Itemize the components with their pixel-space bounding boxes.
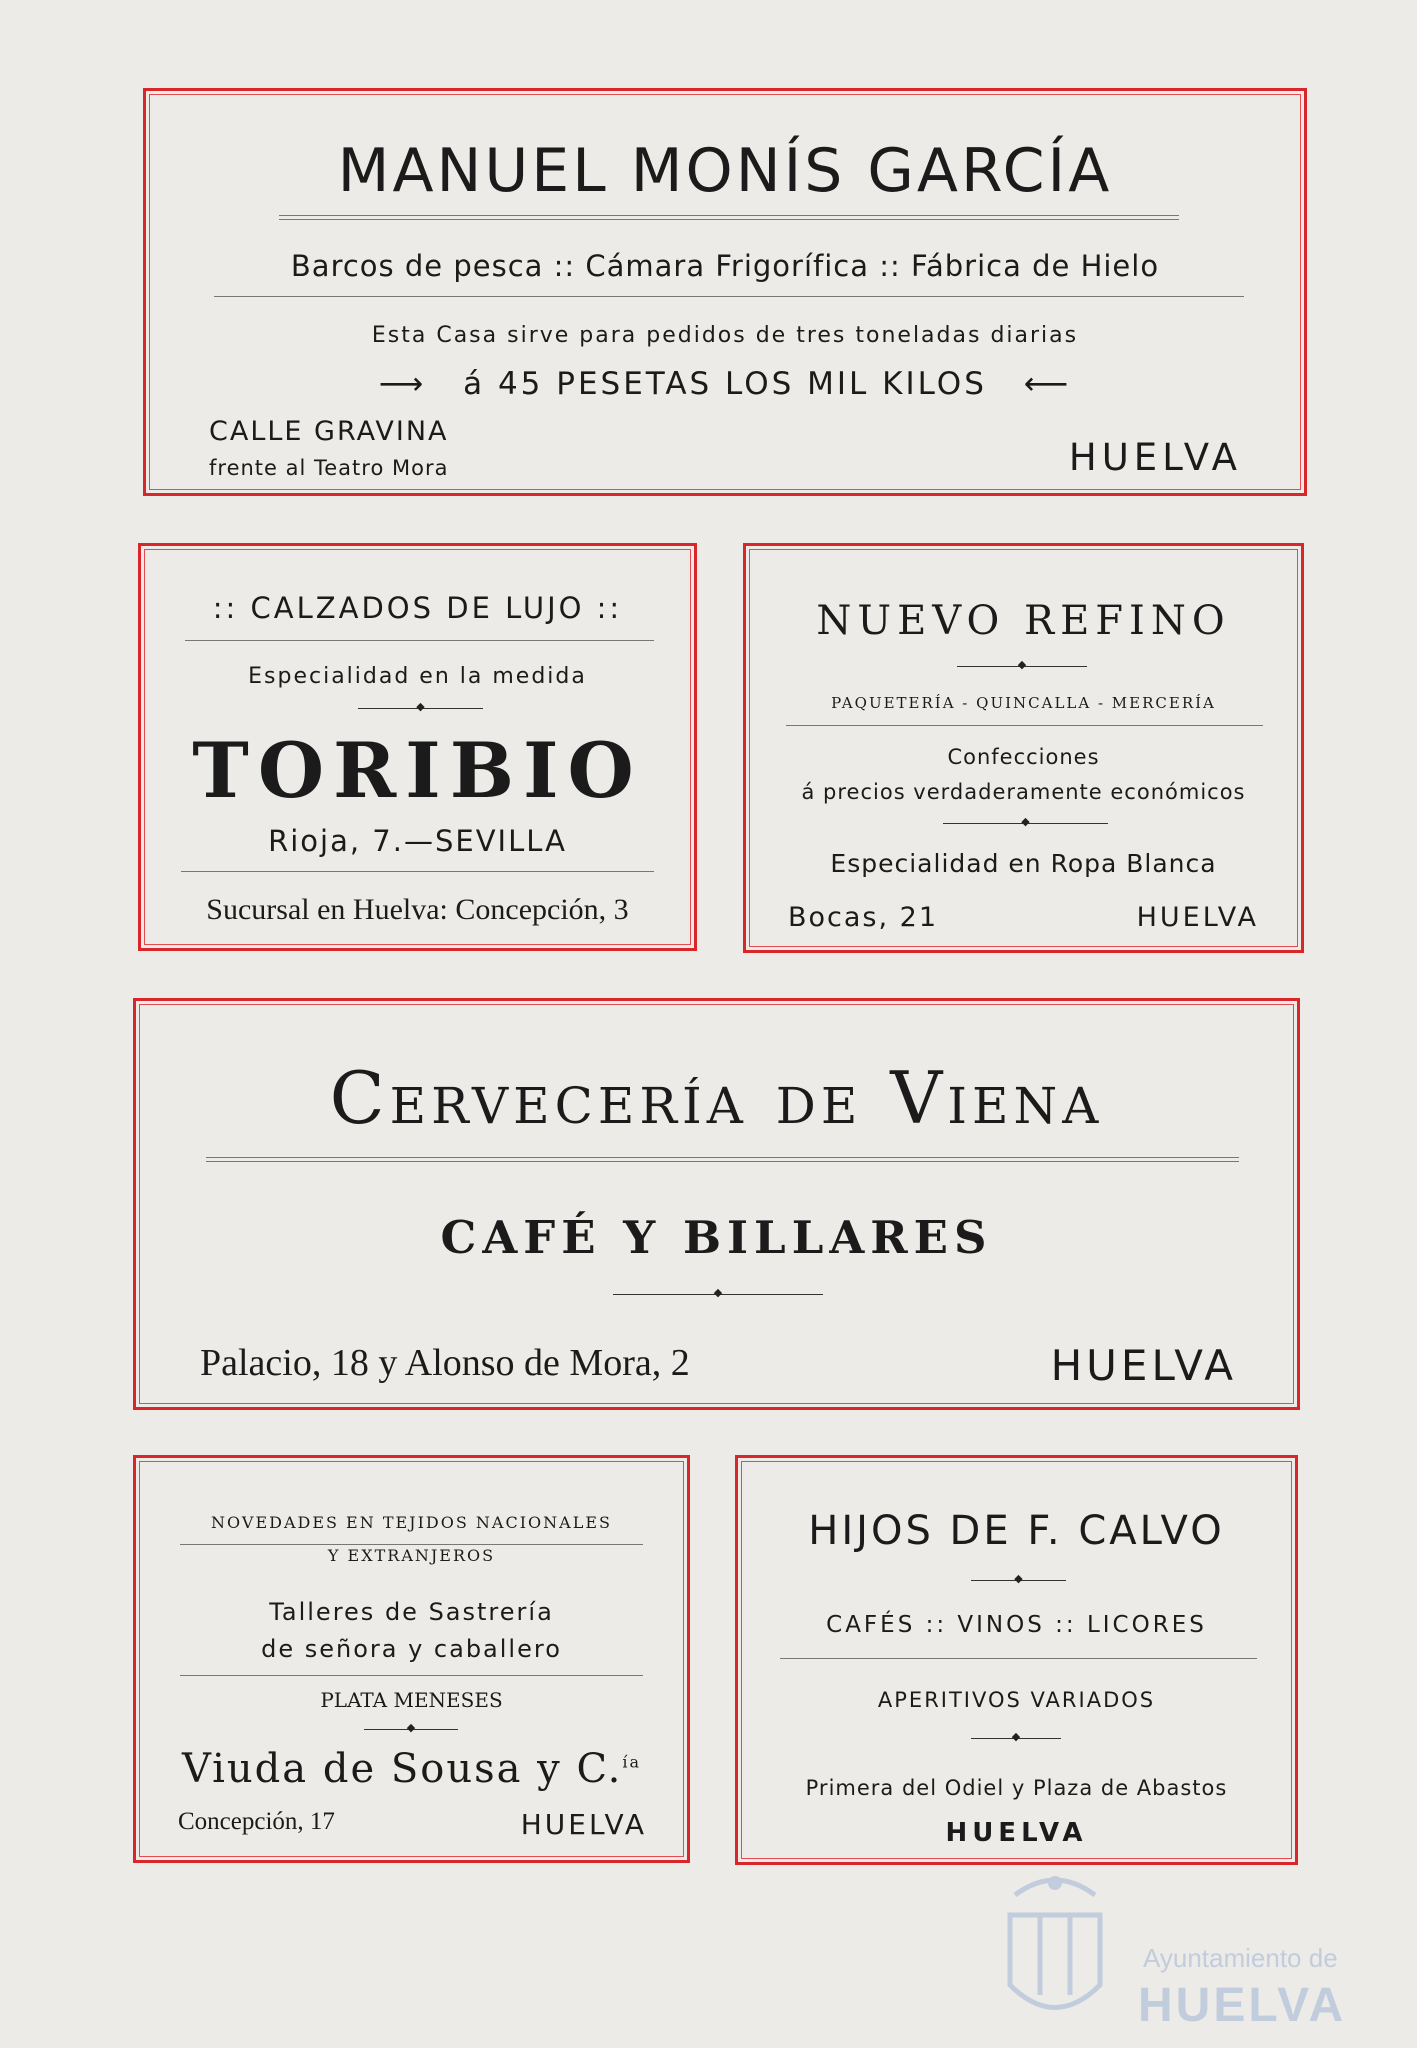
ad6-ornament-middle	[971, 1738, 1061, 1739]
ad4-address: Palacio, 18 y Alonso de Mora, 2	[200, 1342, 690, 1384]
ad5-line5: PLATA MENESES	[320, 1688, 503, 1712]
ad2-address: Rioja, 7.—SEVILLA	[268, 824, 567, 858]
ad4-subtitle: CAFÉ Y BILLARES	[440, 1211, 993, 1264]
ad1-street: CALLE GRAVINA	[209, 416, 449, 447]
ad6-title: HIJOS DE F. CALVO	[808, 1508, 1225, 1554]
ad-calzados-toribio	[138, 543, 697, 951]
city-coat-of-arms-icon	[995, 1855, 1115, 2035]
watermark-line2: HUELVA	[1138, 1979, 1347, 2032]
ad3-ornament-top	[957, 666, 1087, 667]
ad4-title: Cervecería de Viena	[329, 1056, 1104, 1140]
ad5-name-line	[136, 1746, 687, 1792]
ad5-line4: de señora y caballero	[261, 1635, 562, 1663]
ad2-ornament	[358, 708, 483, 709]
ad3-categories-rule	[786, 725, 1263, 726]
ad1-capacity-line: Esta Casa sirve para pedidos de tres toneladas diarias	[371, 323, 1079, 348]
ad6-products-rule	[780, 1658, 1257, 1659]
ad6-line1: APERITIVOS VARIADOS	[877, 1688, 1156, 1712]
ad1-title-rule	[279, 215, 1179, 220]
ad3-line1: Confecciones	[947, 745, 1100, 769]
ad-manuel-monis-garcia	[143, 88, 1307, 496]
ad1-services: Barcos de pesca :: Cámara Frigorífica :: Fábrica de Hielo	[290, 249, 1160, 283]
ad2-header-rule	[185, 640, 654, 641]
right-arrow-ornament-icon: ⟵	[1023, 366, 1072, 402]
ad5-line4-rule	[180, 1675, 643, 1676]
ad5-city: HUELVA	[520, 1808, 647, 1841]
ad1-price-text: á 45 PESETAS LOS MIL KILOS	[463, 366, 987, 402]
left-arrow-ornament-icon: ⟶	[378, 366, 427, 402]
ad1-title: MANUEL MONÍS GARCÍA	[337, 136, 1113, 206]
ad5-name-sup: ía	[622, 1752, 642, 1772]
ad2-subtitle: Especialidad en la medida	[248, 664, 587, 689]
ad3-specialty: Especialidad en Ropa Blanca	[830, 849, 1217, 878]
ad3-ornament-middle	[943, 823, 1108, 824]
watermark-line1: Ayuntamiento de	[1143, 1943, 1338, 1973]
ad2-address-rule	[181, 871, 654, 872]
ad6-address: Primera del Odiel y Plaza de Abastos	[805, 1776, 1228, 1800]
ad2-name: TORIBIO	[192, 726, 643, 815]
ad4-city: HUELVA	[1050, 1341, 1237, 1390]
ad5-line2: Y EXTRANJEROS	[327, 1546, 496, 1565]
ad6-city: HUELVA	[945, 1818, 1088, 1848]
ad1-services-rule	[214, 296, 1244, 297]
ad5-line3: Talleres de Sastrería	[269, 1598, 554, 1626]
ad4-title-rule	[206, 1157, 1239, 1162]
ad3-city: HUELVA	[1136, 902, 1259, 933]
ad-hijos-de-f-calvo	[735, 1455, 1298, 1865]
ayuntamiento-watermark	[995, 1850, 1347, 2040]
ad-cerveceria-de-viena	[133, 998, 1300, 1410]
ad2-branch: Sucursal en Huelva: Concepción, 3	[206, 893, 629, 926]
ad-viuda-de-sousa	[133, 1455, 690, 1863]
ad1-price	[146, 366, 1304, 402]
ad5-ornament	[364, 1729, 458, 1730]
ad5-line1-rule	[180, 1544, 643, 1545]
ad6-ornament-top	[971, 1580, 1066, 1581]
ad5-address: Concepción, 17	[178, 1808, 335, 1835]
ad4-ornament	[613, 1294, 823, 1295]
ad1-landmark: frente al Teatro Mora	[209, 456, 449, 480]
ad2-header: :: CALZADOS DE LUJO ::	[212, 591, 623, 625]
ad6-products: CAFÉS :: VINOS :: LICORES	[826, 1612, 1207, 1638]
ad-nuevo-refino	[743, 543, 1304, 953]
ad3-categories: PAQUETERÍA - QUINCALLA - MERCERÍA	[831, 694, 1216, 712]
ad3-line2: á precios verdaderamente económicos	[801, 780, 1246, 804]
ad5-line1: NOVEDADES EN TEJIDOS NACIONALES	[211, 1513, 612, 1532]
ad5-name: Viuda de Sousa y C.	[181, 1746, 623, 1792]
ad1-city: HUELVA	[1068, 436, 1242, 479]
ad3-address: Bocas, 21	[788, 902, 939, 933]
ad3-title: NUEVO REFINO	[816, 598, 1231, 644]
